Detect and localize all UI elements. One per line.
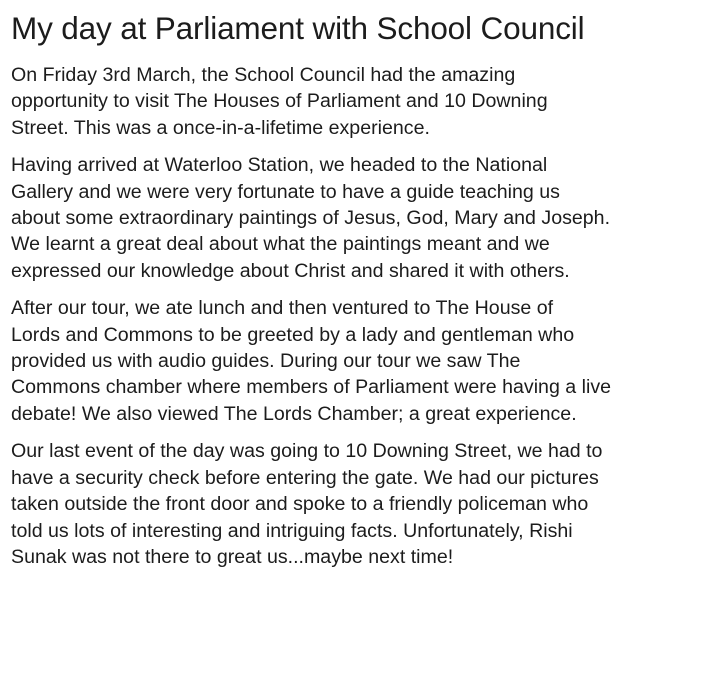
text-line: Having arrived at Waterloo Station, we headed to the National <box>11 154 548 177</box>
text-line: We learnt a great deal about what the paintings meant and we <box>11 233 550 256</box>
paragraph-downing-street <box>11 438 695 570</box>
text-line: On Friday 3rd March, the School Council had the amazing <box>11 64 516 86</box>
text-line: Commons chamber where members of Parliament were having a live <box>11 376 612 399</box>
text-line: opportunity to visit The Houses of Parliament and 10 Downing <box>11 90 548 113</box>
text-line: taken outside the front door and spoke to a friendly policeman who <box>11 493 589 516</box>
document-title: My day at Parliament with School Council <box>11 10 585 46</box>
paragraph-intro <box>11 62 695 141</box>
paragraph-houses-of-parliament <box>11 295 695 427</box>
text-line: Lords and Commons to be greeted by a lady and gentleman who <box>11 323 575 346</box>
text-line: Gallery and we were very fortunate to have a guide teaching us <box>11 180 560 203</box>
text-line: told us lots of interesting and intriguing facts. Unfortunately, Rishi <box>11 519 573 542</box>
text-line: about some extraordinary paintings of Jesus, God, Mary and Joseph. <box>11 207 611 230</box>
paragraph-national-gallery <box>11 152 695 284</box>
text-line: Sunak was not there to great us...maybe next time! <box>11 545 454 568</box>
text-line: Street. This was a once-in-a-lifetime experience. <box>11 116 430 139</box>
text-line: expressed our knowledge about Christ and shared it with others. <box>11 259 570 282</box>
text-line: After our tour, we ate lunch and then ventured to The House of <box>11 297 554 320</box>
text-line: Our last event of the day was going to 10 Downing Street, we had to <box>11 440 603 463</box>
text-line: have a security check before entering the gate. We had our pictures <box>11 466 599 489</box>
text-line: debate! We also viewed The Lords Chamber; a great experience. <box>11 402 577 425</box>
text-line: provided us with audio guides. During our tour we saw The <box>11 350 521 373</box>
